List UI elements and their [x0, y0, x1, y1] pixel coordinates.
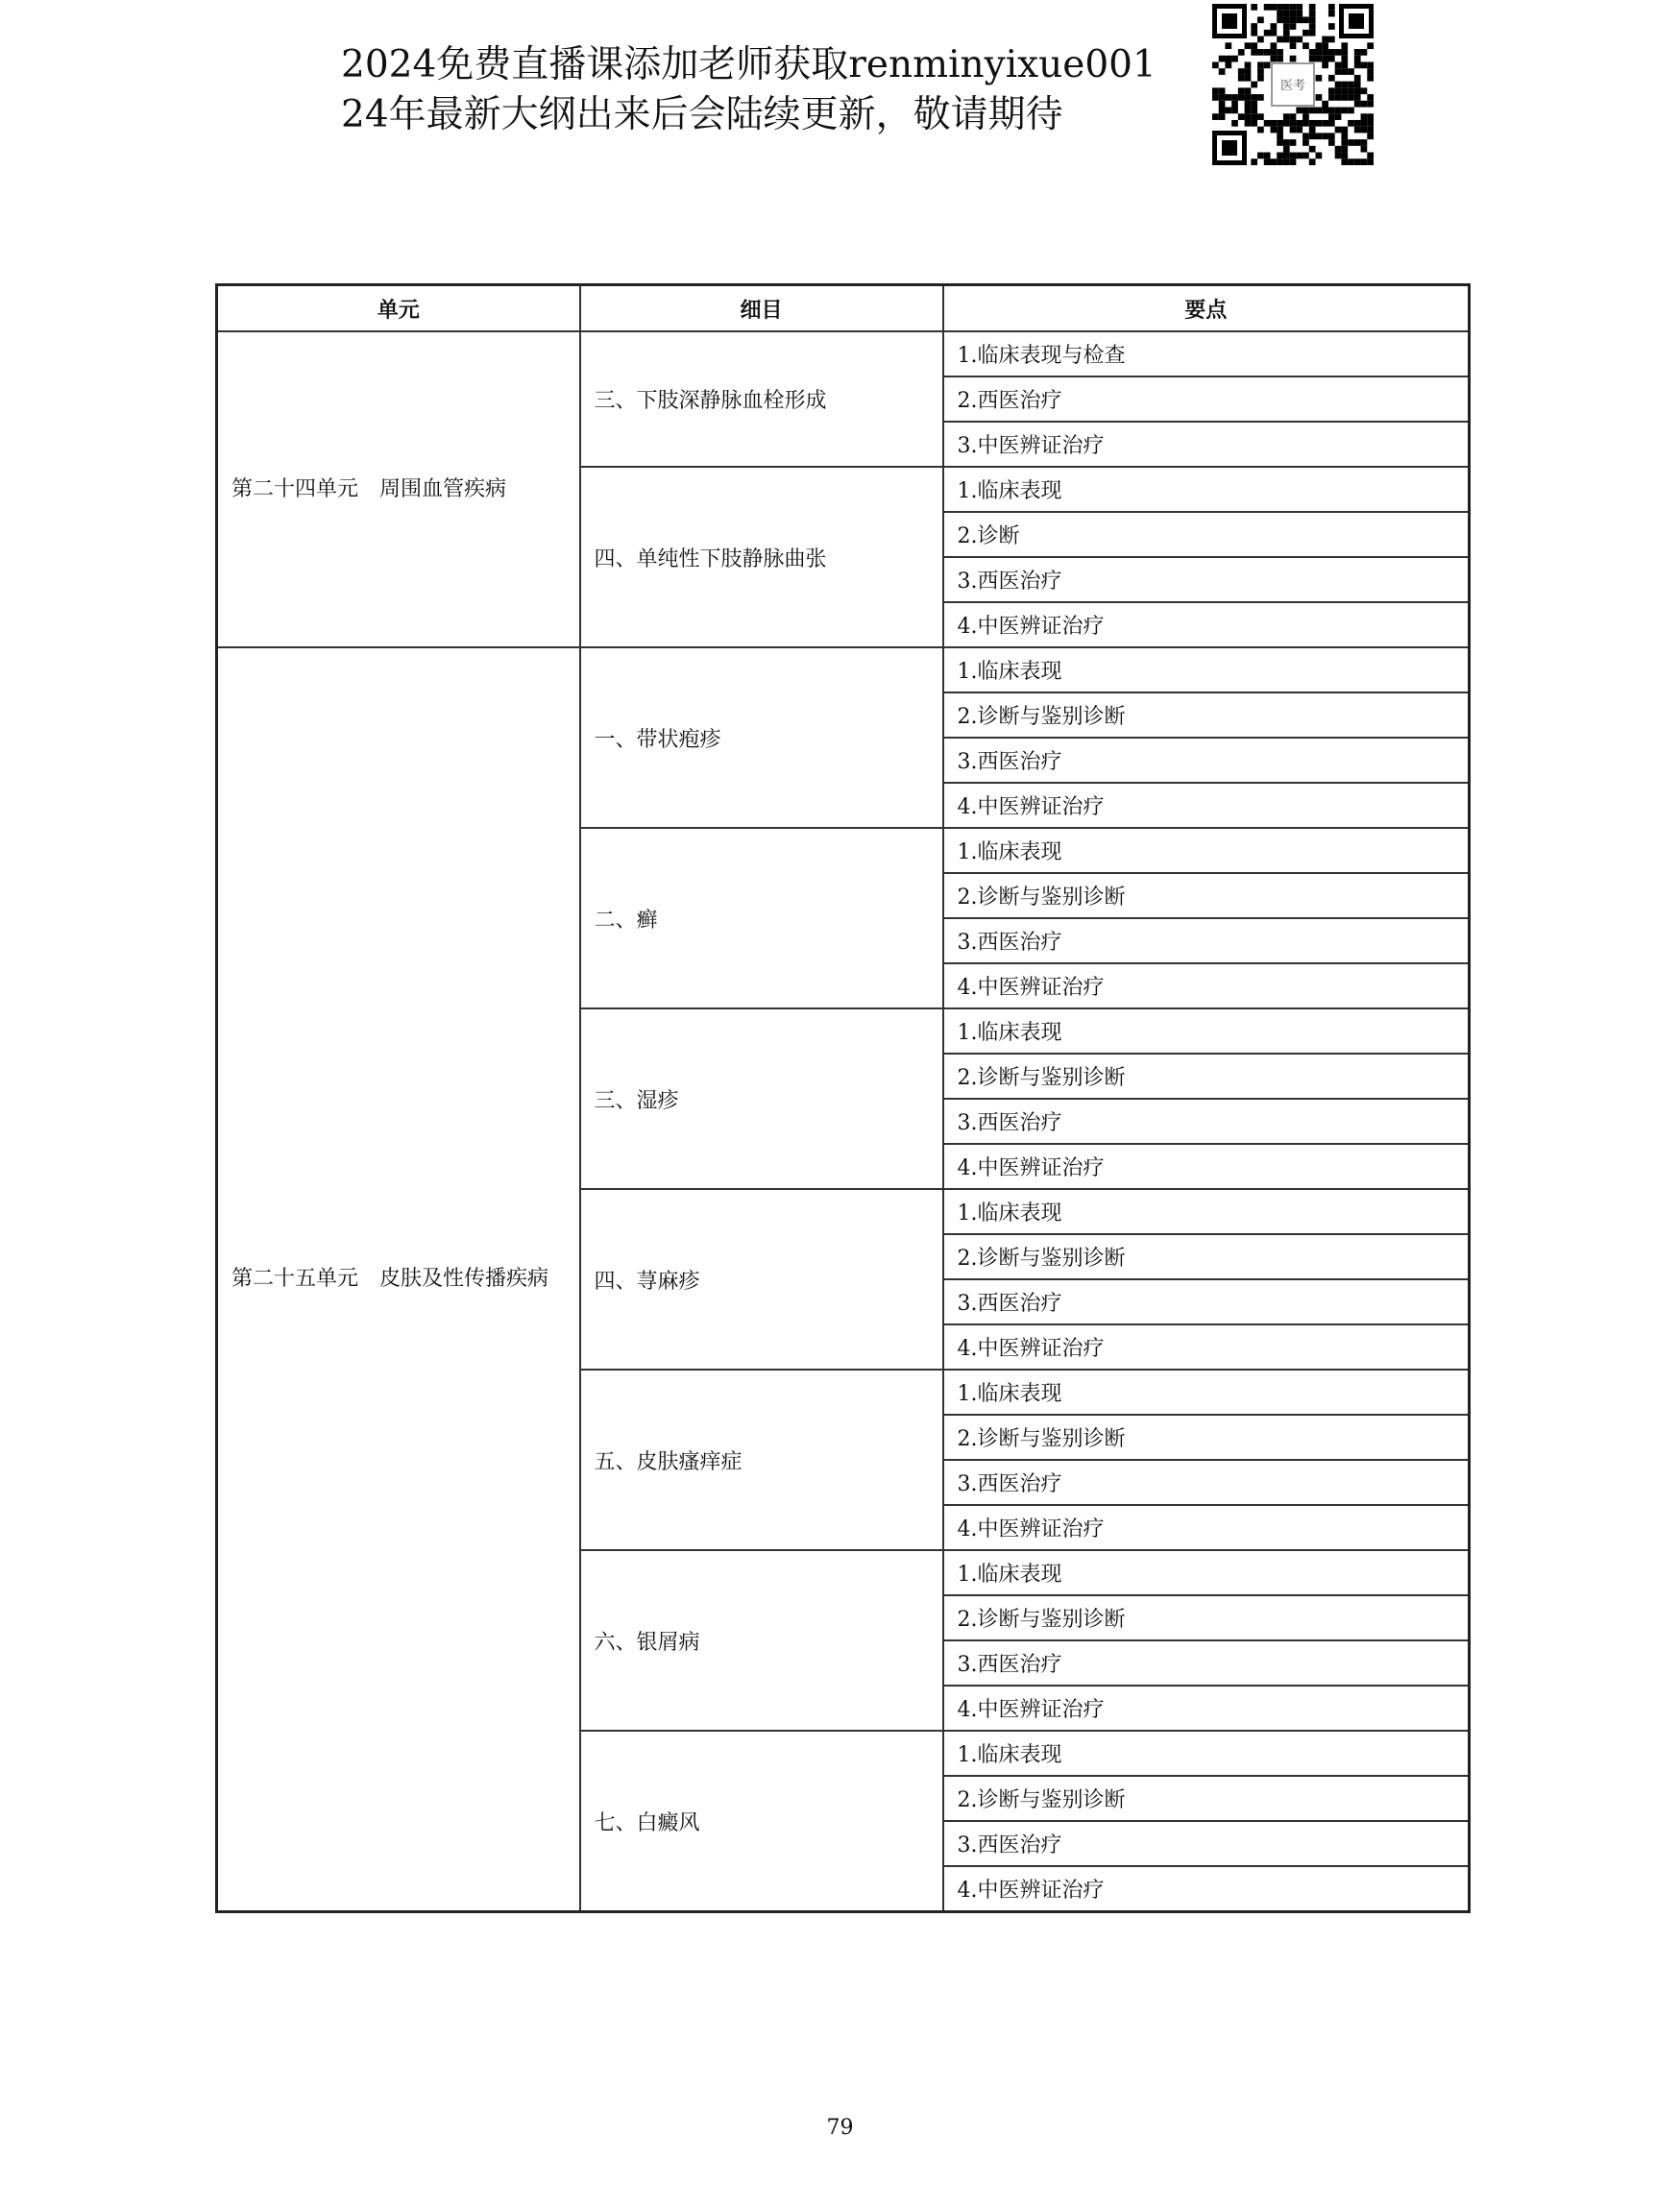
- promo-header: [341, 40, 1205, 140]
- point-cell: 3.中医辨证治疗: [943, 422, 1470, 467]
- item-cell: 三、下肢深静脉血栓形成: [580, 331, 943, 467]
- item-cell: 一、带状疱疹: [580, 647, 943, 828]
- item-cell: 二、癣: [580, 828, 943, 1008]
- point-cell: 1.临床表现: [943, 467, 1470, 512]
- item-cell: 三、湿疹: [580, 1008, 943, 1189]
- point-cell: 3.西医治疗: [943, 1279, 1470, 1324]
- qr-code-icon: [1212, 4, 1374, 165]
- point-cell: 2.诊断与鉴别诊断: [943, 1234, 1470, 1279]
- table-header-row: [217, 285, 1470, 332]
- point-cell: 2.诊断与鉴别诊断: [943, 692, 1470, 738]
- table-row: [217, 647, 1470, 692]
- item-cell: 六、银屑病: [580, 1550, 943, 1731]
- unit-cell: 第二十五单元 皮肤及性传播疾病: [217, 647, 580, 1912]
- point-cell: 2.诊断: [943, 512, 1470, 557]
- point-cell: 2.诊断与鉴别诊断: [943, 1054, 1470, 1099]
- promo-line-1: 2024免费直播课添加老师获取renminyixue001: [341, 43, 1157, 86]
- point-cell: 4.中医辨证治疗: [943, 1686, 1470, 1731]
- item-cell: 四、荨麻疹: [580, 1189, 943, 1370]
- unit-cell: 第二十四单元 周围血管疾病: [217, 331, 580, 647]
- item-cell: 七、白癜风: [580, 1731, 943, 1912]
- point-cell: 1.临床表现: [943, 1550, 1470, 1595]
- table-row: [217, 331, 1470, 376]
- point-cell: 2.诊断与鉴别诊断: [943, 1776, 1470, 1821]
- point-cell: 4.中医辨证治疗: [943, 1866, 1470, 1912]
- point-cell: 2.诊断与鉴别诊断: [943, 1595, 1470, 1640]
- point-cell: 4.中医辨证治疗: [943, 963, 1470, 1008]
- point-cell: 3.西医治疗: [943, 1640, 1470, 1686]
- point-cell: 3.西医治疗: [943, 738, 1470, 783]
- point-cell: 4.中医辨证治疗: [943, 1324, 1470, 1370]
- point-cell: 2.诊断与鉴别诊断: [943, 1415, 1470, 1460]
- point-cell: 4.中医辨证治疗: [943, 1144, 1470, 1189]
- point-cell: 4.中医辨证治疗: [943, 1505, 1470, 1550]
- point-cell: 3.西医治疗: [943, 557, 1470, 602]
- item-cell: 四、单纯性下肢静脉曲张: [580, 467, 943, 647]
- page-number: 79: [826, 2116, 854, 2140]
- qr-logo-text: 医考: [1279, 79, 1306, 93]
- table-body: [217, 331, 1470, 1912]
- point-cell: 2.西医治疗: [943, 376, 1470, 422]
- point-cell: 4.中医辨证治疗: [943, 783, 1470, 828]
- point-cell: 1.临床表现: [943, 1008, 1470, 1054]
- point-cell: 4.中医辨证治疗: [943, 602, 1470, 647]
- promo-line-2: 24年最新大纲出来后会陆续更新，敬请期待: [341, 93, 1063, 136]
- point-cell: 3.西医治疗: [943, 1460, 1470, 1505]
- column-header-item: 细目: [580, 285, 943, 332]
- point-cell: 3.西医治疗: [943, 1099, 1470, 1144]
- point-cell: 1.临床表现: [943, 1189, 1470, 1234]
- point-cell: 1.临床表现: [943, 828, 1470, 873]
- column-header-unit: 单元: [217, 285, 580, 332]
- column-header-points: 要点: [943, 285, 1470, 332]
- point-cell: 2.诊断与鉴别诊断: [943, 873, 1470, 918]
- syllabus-table: [215, 283, 1471, 1913]
- point-cell: 1.临床表现: [943, 647, 1470, 692]
- point-cell: 1.临床表现与检查: [943, 331, 1470, 376]
- point-cell: 3.西医治疗: [943, 918, 1470, 963]
- point-cell: 1.临床表现: [943, 1370, 1470, 1415]
- point-cell: 1.临床表现: [943, 1731, 1470, 1776]
- point-cell: 3.西医治疗: [943, 1821, 1470, 1866]
- item-cell: 五、皮肤瘙痒症: [580, 1370, 943, 1550]
